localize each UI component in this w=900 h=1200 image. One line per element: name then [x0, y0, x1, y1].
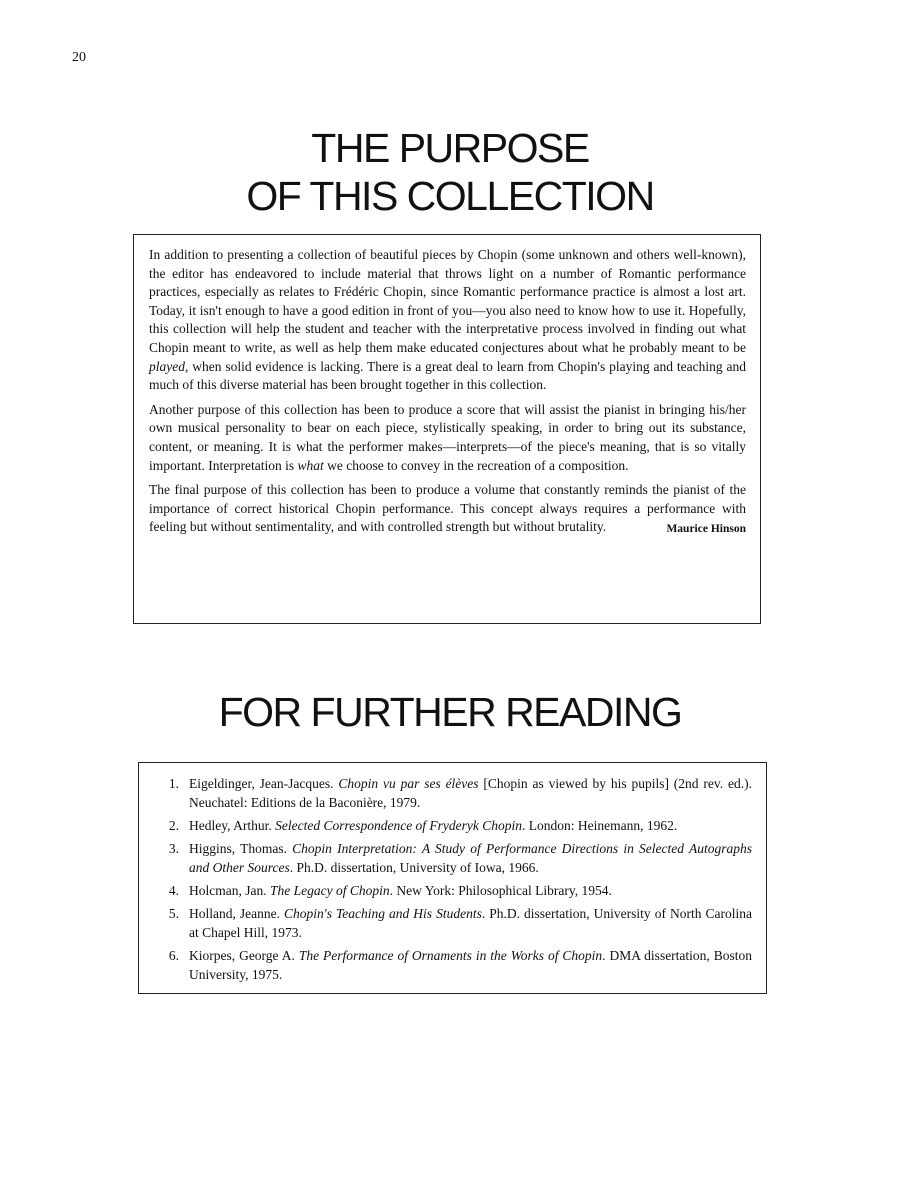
purpose-p2-text-b: we choose to convey in the recreation of a composition.	[323, 457, 629, 473]
reference-author: Holcman, Jan.	[189, 883, 270, 898]
reference-details: [Chopin as viewed by his pupils] (2nd rev. ed.). Neuchatel: Editions de la Baconière, 1979.	[189, 776, 752, 810]
page-number: 20	[72, 50, 86, 65]
purpose-heading-line1: THE PURPOSE	[311, 125, 589, 171]
reference-title: The Legacy of Chopin	[269, 883, 390, 898]
reference-details: . New York: Philosophical Library, 1954.	[389, 883, 612, 898]
purpose-p3-text: The final purpose of this collection has been to produce a volume that constantly reminds the pianist of the importance of correct historical Chopin performance. This concept always requires a performance with feeling but without sentimentality, and with controlled strength but without brutality.	[149, 482, 746, 535]
purpose-p1-text-a: In addition to presenting a collection of beautiful pieces by Chopin (some unknown and others well-known), the editor has endeavored to include material that throws light on a number of Romantic performance practices, especially as relates to Frédéric Chopin, since Romantic performance practice is almost a lost art. Today, it isn't enough to have a good edition in front of you—you also need to know how to use it. Hopefully, this collection will help the student and teacher with the interpretative process involved in finding out what Chopin meant to write, as well as help them make educated conjectures about what he probably meant to be	[149, 247, 746, 355]
reference-title: Chopin vu par ses élèves	[338, 776, 479, 791]
reference-text	[189, 904, 752, 942]
reference-item	[153, 946, 752, 984]
reference-item	[153, 881, 752, 900]
reference-details: . London: Heinemann, 1962.	[522, 818, 678, 833]
purpose-heading-line2: OF THIS COLLECTION	[246, 173, 654, 219]
reference-author: Higgins, Thomas.	[189, 841, 293, 856]
reference-details: . DMA dissertation, Boston University, 1975.	[189, 948, 753, 982]
further-reading-box	[138, 762, 767, 994]
reference-title: Selected Correspondence of Fryderyk Chopin	[275, 818, 523, 833]
purpose-p2-emphasis: what	[297, 457, 324, 473]
purpose-p2-text-a: Another purpose of this collection has been to produce a score that will assist the pianist in bringing his/her own musical personality to bear on each piece, stylistically speaking, in order to bring out its substance, content, or meaning. It is what the performer makes—interprets—of the piece's meaning, that is so vitally important. Interpretation is	[149, 401, 746, 473]
purpose-p1-text-b: , when solid evidence is lacking. There is a great deal to learn from Chopin's playing and teaching and much of this diverse material has been brought together in this collection.	[149, 358, 746, 393]
reference-number: 1.	[168, 776, 179, 791]
reference-author: Holland, Jeanne.	[189, 906, 285, 921]
reference-list	[153, 774, 752, 984]
reference-text	[189, 946, 752, 984]
reference-title: The Performance of Ornaments in the Works of Chopin	[298, 948, 603, 963]
reference-text	[189, 881, 752, 900]
reference-text	[189, 816, 752, 835]
reference-text	[189, 839, 752, 877]
author-signature: Maurice Hinson	[666, 523, 746, 536]
reference-details: . Ph.D. dissertation, University of North Carolina at Chapel Hill, 1973.	[189, 906, 752, 940]
purpose-paragraph-2	[149, 401, 746, 475]
reference-text	[189, 774, 752, 812]
reference-author: Hedley, Arthur.	[189, 818, 276, 833]
purpose-p1-emphasis: played	[149, 358, 185, 374]
reference-number: 2.	[168, 818, 179, 833]
reference-item	[153, 904, 752, 942]
reference-title: Chopin's Teaching and His Students	[284, 906, 482, 921]
purpose-box	[133, 234, 761, 624]
reference-number: 6.	[168, 948, 179, 963]
reference-author: Eigeldinger, Jean-Jacques.	[189, 776, 339, 791]
reference-item	[153, 839, 752, 877]
purpose-paragraph-1	[149, 246, 746, 395]
reference-author: Kiorpes, George A.	[189, 948, 299, 963]
reference-number: 3.	[168, 841, 179, 856]
reference-number: 4.	[168, 883, 179, 898]
reference-number: 5.	[168, 906, 179, 921]
purpose-paragraph-3	[149, 481, 746, 539]
reference-details: . Ph.D. dissertation, University of Iowa, 1966.	[289, 860, 539, 875]
reference-item	[153, 816, 752, 835]
reference-item	[153, 774, 752, 812]
reference-title: Chopin Interpretation: A Study of Performance Directions in Selected Autographs and Other Sources	[189, 841, 752, 875]
purpose-heading	[0, 124, 900, 220]
further-reading-heading: FOR FURTHER READING	[218, 689, 682, 735]
